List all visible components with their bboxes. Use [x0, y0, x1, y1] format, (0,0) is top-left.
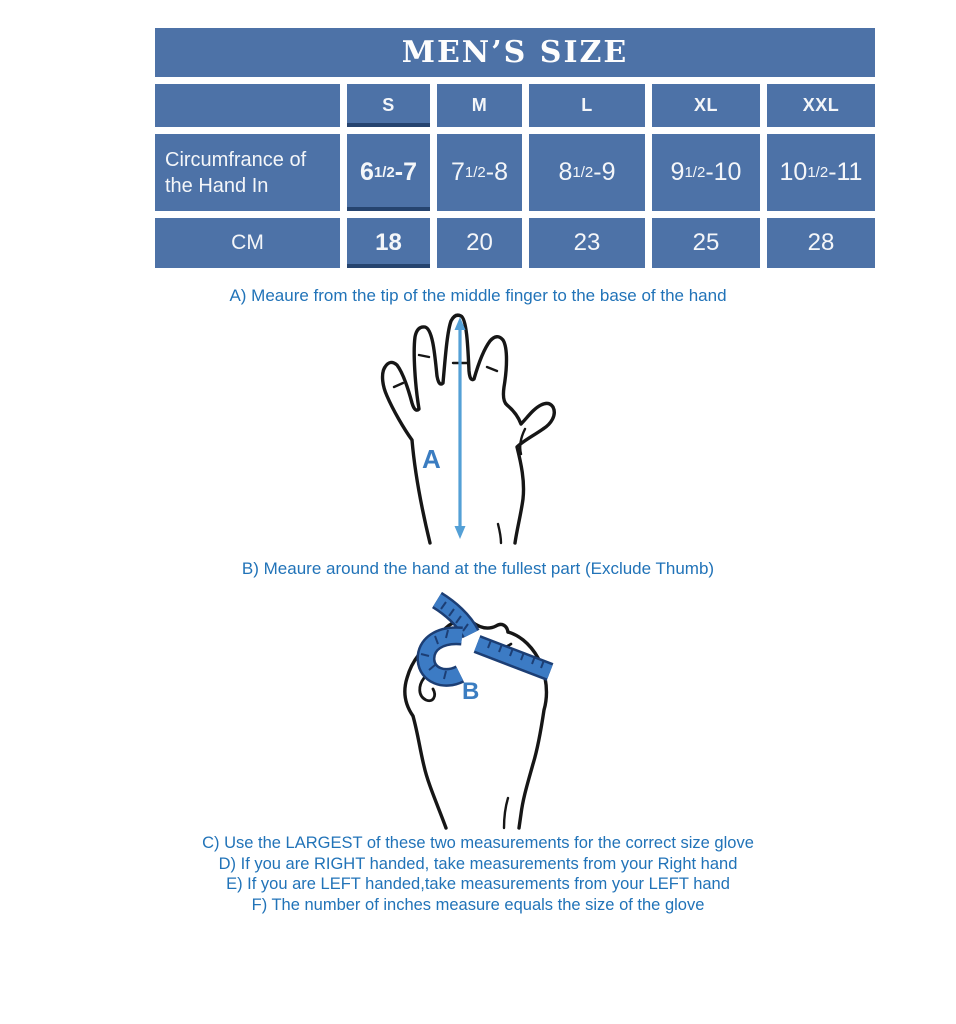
- inch-value-xxl: 10 1/2 -11: [767, 134, 875, 211]
- table-title: MEN’S SIZE: [155, 28, 875, 77]
- row-label-inches: Circumfrance of the Hand In: [155, 134, 340, 211]
- inch-value-s: 6 1/2 -7: [347, 134, 430, 211]
- cm-value-l: 23: [529, 218, 645, 268]
- header-size-xl: XL: [652, 84, 760, 127]
- header-size-xxl: XXL: [767, 84, 875, 127]
- cm-value-m: 20: [437, 218, 522, 268]
- inch-value-xl: 9 1/2 -10: [652, 134, 760, 211]
- fist-label-b: B: [461, 678, 479, 705]
- mens-size-table: [155, 28, 875, 268]
- cm-value-xxl: 28: [767, 218, 875, 268]
- note-b: B) Meaure around the hand at the fullest part (Exclude Thumb): [241, 559, 715, 578]
- hand-label-a: A: [421, 444, 441, 474]
- bottom-notes: [0, 833, 956, 915]
- header-size-l: L: [529, 84, 645, 127]
- note-c: C) Use the LARGEST of these two measurements for the correct size glove: [202, 834, 754, 852]
- inch-value-m: 7 1/2 -8: [437, 134, 522, 211]
- measuring-tape-icon: [421, 600, 550, 679]
- table-grid: [155, 84, 875, 268]
- header-empty: [155, 84, 340, 127]
- note-e: E) If you are LEFT handed,take measurements from your LEFT hand: [226, 875, 730, 893]
- hand-measure-diagram: [0, 310, 956, 545]
- measure-arrow-a-icon: [454, 317, 465, 539]
- note-a: A) Meaure from the tip of the middle finger to the base of the hand: [229, 286, 727, 305]
- cm-value-xl: 25: [652, 218, 760, 268]
- fist-diagram-svg: [380, 586, 595, 831]
- fist-measure-diagram: [0, 586, 956, 831]
- row-label-cm: CM: [155, 218, 340, 268]
- header-size-s: S: [347, 84, 430, 127]
- header-size-m: M: [437, 84, 522, 127]
- note-f: F) The number of inches measure equals the size of the glove: [251, 895, 705, 914]
- inch-value-l: 8 1/2 -9: [529, 134, 645, 211]
- cm-value-s: 18: [347, 218, 430, 268]
- open-hand-outline: [382, 315, 554, 543]
- hand-diagram-svg: [356, 310, 601, 545]
- note-d: D) If you are RIGHT handed, take measurements from your Right hand: [218, 854, 738, 873]
